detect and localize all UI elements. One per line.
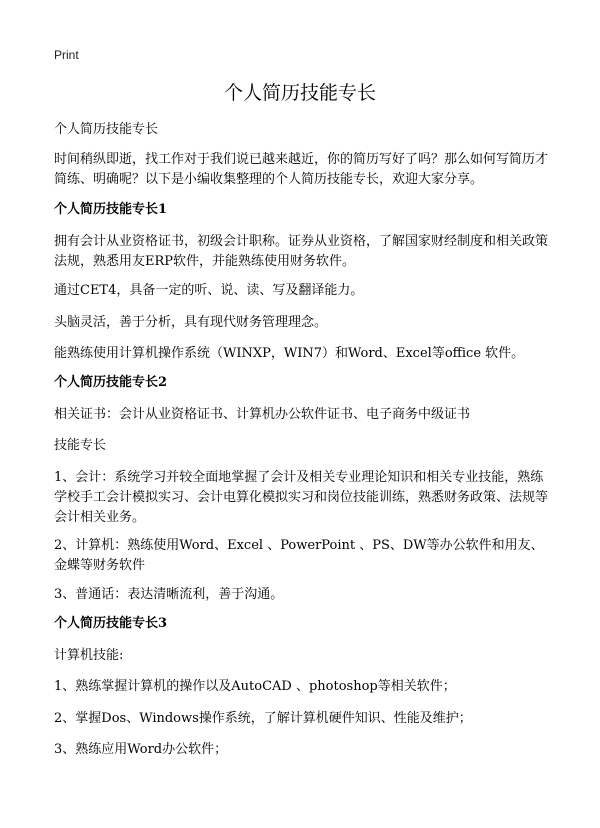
section-1-heading: 个人简历技能专长1 — [54, 202, 168, 217]
document-title: 个人简历技能专长 — [223, 82, 376, 104]
print-label: Print — [54, 48, 79, 62]
section-2-paragraph: 技能专长 — [54, 438, 107, 453]
section-2-heading: 个人简历技能专长2 — [54, 375, 168, 390]
section-1-paragraph: 能熟练使用计算机操作系统（WINXP，WIN7）和Word、Excel等office 软件。 — [54, 346, 525, 361]
section-3-paragraph: 1、熟练掌握计算机的操作以及AutoCAD 、photoshop等相关软件； — [54, 679, 456, 694]
document-subtitle: 个人简历技能专长 — [54, 122, 159, 137]
section-1-paragraph: 拥有会计从业资格证书，初级会计职称。证券从业资格，了解国家财经制度和相关政策法规，熟悉用友ERP软件，并能熟练使用财务软件。 — [54, 234, 549, 269]
section-2-paragraph: 3、普通话：表达清晰流利，善于沟通。 — [54, 587, 284, 602]
section-1-paragraph: 头脑灵活，善于分析，具有现代财务管理理念。 — [54, 315, 328, 330]
section-2-paragraph: 1、会计：系统学习并较全面地掌握了会计及相关专业理论知识和相关专业技能，熟练学校手工会计模拟实习、会计电算化模拟实习和岗位技能训练，熟悉财务政策、法规等会计相关业务。 — [54, 470, 549, 525]
section-3-heading: 个人简历技能专长3 — [54, 616, 168, 631]
section-1-paragraph: 通过CET4，具备一定的听、说、读、写及翻译能力。 — [54, 283, 364, 298]
section-2-paragraph: 相关证书：会计从业资格证书、计算机办公软件证书、电子商务中级证书 — [54, 407, 471, 422]
section-3-paragraph: 3、熟练应用Word办公软件； — [54, 742, 228, 757]
section-3-paragraph: 2、掌握Dos、Windows操作系统，了解计算机硬件知识、性能及维护； — [54, 711, 472, 726]
intro-paragraph: 时间稍纵即逝，找工作对于我们说已越来越近，你的简历写好了吗？那么如何写简历才简练、明确呢？以下是小编收集整理的个人简历技能专长，欢迎大家分享。 — [54, 152, 549, 187]
section-2-paragraph: 2、计算机：熟练使用Word、Excel 、PowerPoint 、PS、DW等办公软件和用友、金蝶等财务软件 — [54, 538, 544, 573]
section-3-paragraph: 计算机技能: — [54, 648, 124, 663]
